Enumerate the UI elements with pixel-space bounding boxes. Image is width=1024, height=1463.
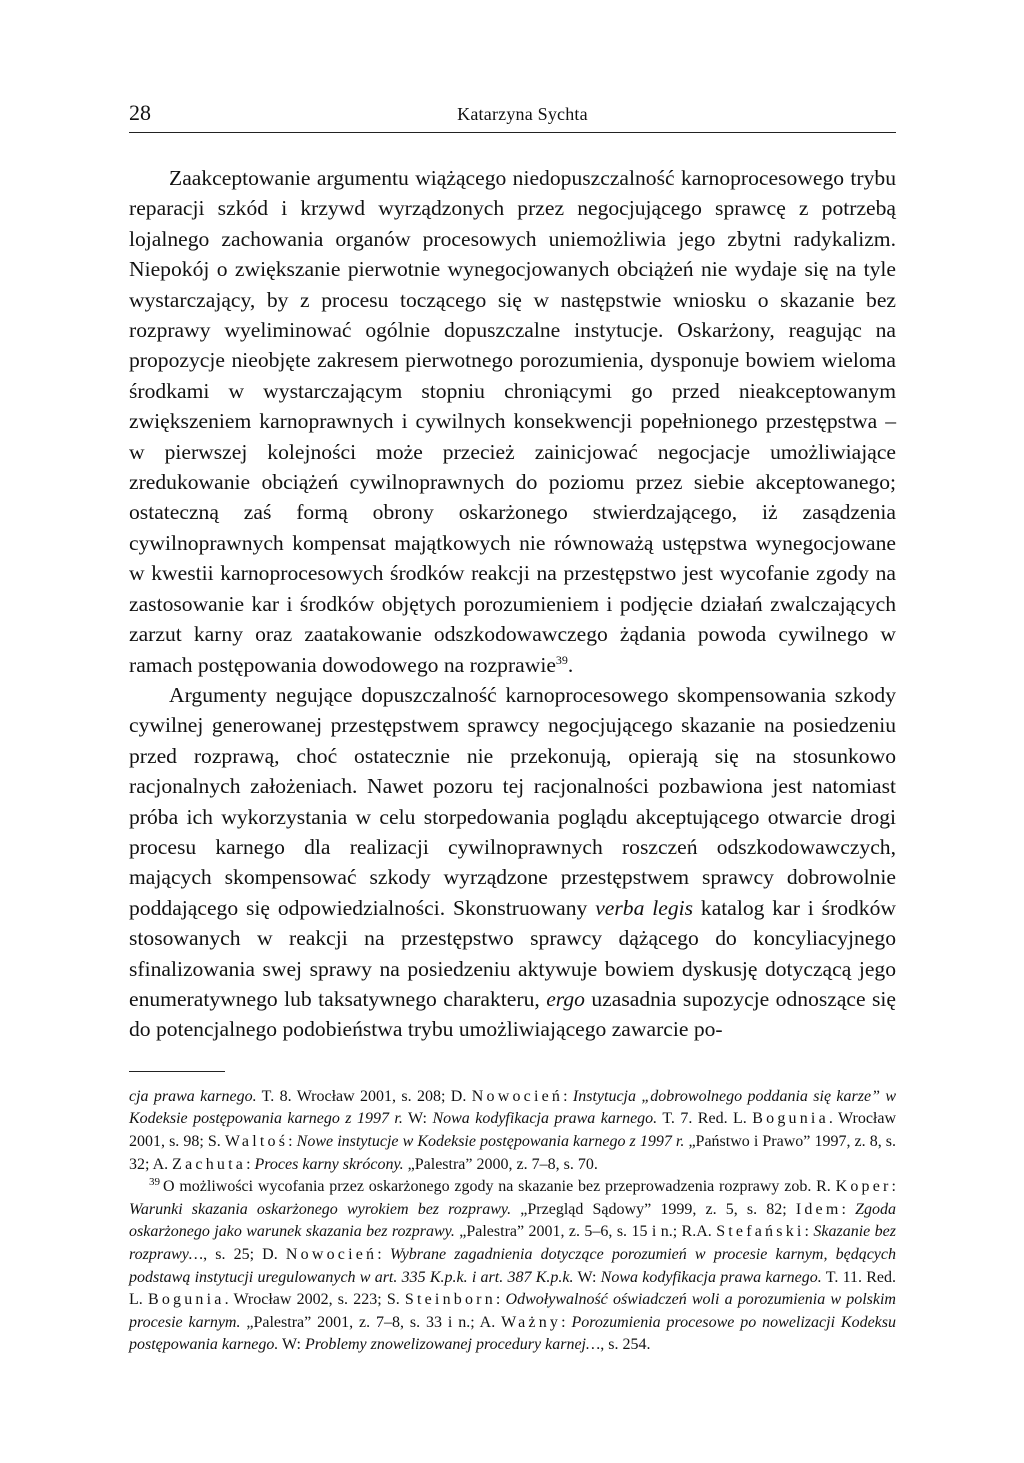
footnote-segment: Problemy znowelizowanej procedury karnej… (305, 1336, 601, 1354)
footnote-segment: : (246, 1155, 255, 1173)
footnote-segment: Nowe instytucje w Kodeksie postępowania karnego z 1997 r. (296, 1132, 685, 1150)
footnote-segment: W: (278, 1336, 305, 1354)
footnote-segment: : (563, 1087, 573, 1105)
footnote-segment: Nowocień (471, 1087, 564, 1105)
footnote-segment: Stefański (716, 1223, 805, 1241)
footnote-segment: . Wrocław 2001, s. 98; S. (129, 1110, 897, 1150)
footnote-segment: Waltoś (224, 1132, 289, 1150)
footnote-segment: „Przegląd Sądowy” 1999, z. 5, s. 82; (511, 1200, 796, 1218)
body-text (129, 163, 896, 1045)
footnote-segment: Bogunia (752, 1110, 829, 1128)
footnote-segment: Warunki skazania oskarżonego wyrokiem bez rozprawy. (129, 1200, 512, 1218)
footnote-segment: T. 11. Red. L. (129, 1268, 896, 1309)
footnote-segment: T. 8. Wrocław 2001, s. 208; D. (256, 1087, 472, 1105)
paragraph-2-text-a: Argumenty negujące dopuszczalność karnoprocesowego skompensowania szkody cywilnej generowanej przestępstwem sprawcy negocjującego skazanie na posiedzeniu przed rozprawą, choć ostatecznie nie przekonują, opierają się na stosunkowo racjonalnych założeniach. Nawet pozoru tej racjonalności pozbawiona jest natomiast próba ich wykorzystania w celu storpedowania poglądu akceptującego otwarcie drogi procesu karnego dla realizacji cywilnoprawnych roszczeń odszkodowawczych, mających skompensować szkody wyrządzone przestępstwem sprawcy dobrowolnie poddającego się odpowiedzialności. Skonstruowany (129, 682, 896, 920)
footnote-segment: : (891, 1178, 896, 1196)
footnote-segment: Zgoda oskarżonego jako warunek skazania bez rozprawy. (129, 1200, 896, 1241)
paragraph-1-text: Zaakceptowanie argumentu wiążącego niedopuszczalność karnoprocesowego trybu reparacji szkód i krzywd wyrządzonych przez negocjującego sprawcę z potrzebą lojalnego zachowania organów procesowych uniemożliwia jego zbytni radykalizm. Niepokój o zwiększanie pierwotnie wynegocjowanych obciążeń nie wydaje się na tyle wystarczający, by z procesu toczącego się w następstwie wniosku o skazanie bez rozprawy wyeliminować ogólnie dopuszczalne instytucje. Oskarżony, reagując na propozycje nieobjęte zakresem pierwotnego porozumienia, dysponuje bowiem wieloma środkami w wystarczającym stopniu chroniącymi go przed nieakceptowanym zwiększeniem karnoprawnych i cywilnych konsekwencji popełnionego przestępstwa – w pierwszej kolejności może przecież zainicjować negocjacje umożliwiające zredukowanie obciążeń cywilnoprawnych do poziomu przez siebie akceptowanego; ostateczną zaś formą obrony oskarżonego stwierdzającego, iż zasądzenia cywilnoprawnych kompensat majątkowych nie równoważą ustępstwa wynegocjowane w kwestii karnoprocesowych środków reakcji na przestępstwo jest wycofanie zgody na zastosowanie kar i środków objętych porozumieniem i podjęcie działań zwalczających zarzut karny oraz zaatakowanie odszkodowawczego żądania powoda cywilnego w ramach postępowania dowodowego na rozprawie (129, 166, 896, 677)
footnote-segment: Zachuta (172, 1155, 247, 1173)
paragraph-1 (129, 163, 896, 680)
footnote-divider (129, 1071, 225, 1072)
footnote-segment: Koper (835, 1178, 892, 1196)
footnote-segment: Nowa kodyfikacja prawa karnego. (432, 1110, 658, 1128)
footnote-segment: Bogunia (147, 1291, 225, 1309)
footnote-38-continued (129, 1086, 896, 1176)
running-head: Katarzyna Sychta (457, 104, 588, 124)
footnote-segment: „Palestra” 2000, z. 7–8, s. 70. (403, 1155, 598, 1173)
footnote-segment: O możliwości wycofania przez oskarżonego zgody na skazanie bez przeprowadzenia rozprawy zob. R. (163, 1178, 836, 1196)
page-header (129, 100, 896, 133)
footnote-segment: Proces karny skrócony. (254, 1155, 404, 1173)
footnote-segment: : (288, 1132, 297, 1150)
footnote-segment: , s. 254. (600, 1336, 651, 1354)
footnote-segment: Instytucja „dobrowolnego poddania się karze” w Kodeksie postępowania karnego z 1997 r. (129, 1087, 897, 1128)
paragraph-2-ergo: ergo (546, 986, 585, 1011)
paragraph-2-verba-legis: verba legis (595, 895, 694, 920)
footnote-segment: : (377, 1245, 390, 1263)
footnote-segment: Idem (795, 1200, 842, 1218)
footnote-segment: Ważny (501, 1313, 562, 1331)
footnote-segment: : (561, 1313, 572, 1331)
footnote-39 (129, 1176, 896, 1357)
paragraph-1-end: . (567, 652, 574, 677)
footnote-segment: Porozumienia procesowe po nowelizacji Kodeksu postępowania karnego. (129, 1313, 897, 1354)
paragraph-2-text-b: katalog kar i środków stosowanych w reakcji na przestępstwo sprawcy dążącego do koncyliacyjnego sfinalizowania swej sprawy na posiedzeniu aktywuje bowiem dyskusję dotyczącą jego enumeratywnego lub taksatywnego charakteru, (129, 895, 896, 1011)
footnote-segment: . Wrocław 2002, s. 223; S. (224, 1291, 405, 1309)
footnote-segment: cja prawa karnego. (129, 1087, 257, 1105)
footnote-segment: : (841, 1200, 856, 1218)
footnote-segment: Nowa kodyfikacja prawa karnego. (600, 1268, 822, 1286)
footnote-segment: Steinborn (404, 1291, 496, 1309)
footnote-segment: „Palestra” 2001, z. 5–6, s. 15 i n.; R.A. (454, 1223, 717, 1241)
footnote-segment: T. 7. Red. L. (657, 1110, 753, 1128)
footnote-39-number: 39 (149, 1176, 160, 1189)
footnote-ref-39[interactable]: 39 (555, 652, 568, 667)
footnote-segment: „Palestra” 2001, z. 7–8, s. 33 i n.; A. (240, 1313, 502, 1331)
footnote-segment: W: (573, 1268, 601, 1286)
page-number: 28 (129, 100, 151, 125)
footnote-segment: Wybrane zagadnienia dotyczące porozumień w procesie karnym, będących podstawą instytucji uregulowanych w art. 335 K.p.k. i art. 387 K.p.k. (129, 1245, 897, 1286)
footnote-segment: W: (402, 1110, 433, 1128)
footnote-segment: : (495, 1291, 506, 1309)
footnote-segment: Odwoływalność oświadczeń woli a porozumienia w polskim procesie karnym. (129, 1291, 896, 1331)
footnote-segment: , s. 25; D. (203, 1245, 286, 1263)
footnote-segment: : (804, 1223, 814, 1241)
paragraph-2 (129, 680, 896, 1045)
page (129, 100, 896, 1357)
footnotes (129, 1086, 896, 1357)
footnote-segment: Skazanie bez rozprawy… (129, 1223, 897, 1263)
footnote-segment: „Państwo i Prawo” 1997, z. 8, s. 32; A. (129, 1132, 897, 1173)
paragraph-2-text-c: uzasadnia supozycje odnoszące się do potencjalnego podobieństwa trybu umożliwiającego zawarcie po- (129, 986, 896, 1042)
footnote-segment: Nowocień (285, 1245, 378, 1263)
